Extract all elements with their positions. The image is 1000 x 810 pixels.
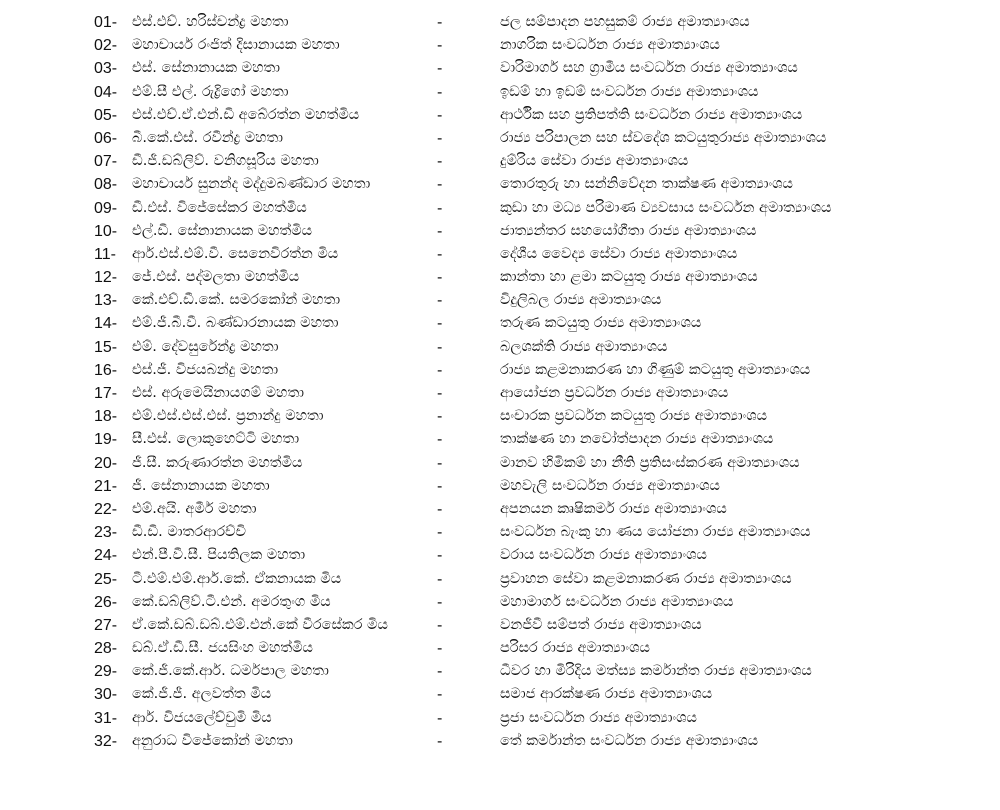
row-number: 20- (94, 454, 118, 472)
officer-name: ඩී.එස්. විජේසේකර මහත්මිය (132, 199, 307, 216)
list-item (0, 591, 1000, 614)
row-number: 15- (94, 338, 118, 356)
separator-dash: - (437, 176, 443, 194)
row-number: 10- (94, 222, 118, 240)
officer-name: එස්.එච්. හරිස්චන්ද්‍ර මහතා (132, 14, 289, 30)
row-number: 11- (94, 245, 116, 263)
list-item (0, 544, 1000, 567)
row-number: 22- (94, 500, 118, 518)
officer-name: මහාචාර්ය රංජිත් දිසානායක මහතා (132, 37, 340, 54)
separator-dash: - (437, 686, 443, 704)
ministry-name: තාක්ෂණ හා නවෝත්පාදන රාජ්‍ය අමාත්‍යාංශය (500, 431, 774, 448)
row-number: 25- (94, 570, 118, 588)
list-item (0, 452, 1000, 475)
separator-dash: - (437, 454, 443, 472)
list-item (0, 104, 1000, 127)
ministry-name: රාජ්‍ය කළමනාකරණ හා ගිණුම් කටයුතු අමාත්‍යාංශය (500, 361, 811, 378)
row-number: 24- (94, 547, 118, 565)
separator-dash: - (437, 129, 443, 147)
officer-name: එම්.සී එල්. රුද්‍රිගෝ මහතා (132, 83, 289, 100)
ministry-name: රාජ්‍ය පරිපාලන සහ ස්වදේශ කටයුතුරාජ්‍ය අමාත්‍යාංශය (500, 129, 827, 146)
row-number: 18- (94, 408, 118, 426)
ministry-name: ආයෝජන ප්‍රවර්ධන රාජ්‍ය අමාත්‍යාංශය (500, 385, 729, 401)
separator-dash: - (437, 524, 443, 542)
officer-name: කේ.ඩබ්ලිව්.ටී.එන්. අමරතුංග මිය (132, 593, 331, 610)
separator-dash: - (437, 663, 443, 681)
ministry-name: තරුණ කටයුතු රාජ්‍ය අමාත්‍යාංශය (500, 315, 702, 332)
separator-dash: - (437, 570, 443, 588)
officer-name: ඒ.කේ.ඩබ්.ඩබ්.එම්.එන්.කේ වීරසේකර මිය (132, 616, 388, 633)
separator-dash: - (437, 245, 443, 263)
officer-name: එල්.ඩී. සේනානායක මහත්මිය (132, 222, 313, 239)
list-item (0, 336, 1000, 359)
officer-name: ඩී.ජී.ඩබ්ලිව්. වනිගසූරිය මහතා (132, 153, 319, 170)
ministry-name: වරාය සංවර්ධන රාජ්‍ය අමාත්‍යාංශය (500, 547, 707, 564)
officer-name: ඩී.ඩී. මාතරආරච්චි (132, 524, 247, 541)
ministry-name: ජාත්‍යන්තර සහයෝගීතා රාජ්‍ය අමාත්‍යාංශය (500, 222, 757, 239)
separator-dash: - (437, 60, 443, 78)
ministry-name: ධීවර හා මිරිදිය මත්ස්‍ය කර්මාන්ත රාජ්‍ය අමාත්‍යාංශය (500, 663, 812, 680)
list-item (0, 707, 1000, 730)
ministry-name: දුම්රිය සේවා රාජ්‍ය අමාත්‍යාංශය (500, 153, 689, 170)
row-number: 28- (94, 640, 118, 658)
list-item (0, 312, 1000, 335)
separator-dash: - (437, 338, 443, 356)
row-number: 05- (94, 106, 118, 124)
ministry-name: ආර්ථික සහ ප්‍රතිපත්ති සංවර්ධන රාජ්‍ය අමාත්‍යාංශය (500, 106, 803, 123)
ministry-name: කුඩා හා මධ්‍ය පරිමාණ ව්‍යවසාය සංවර්ධන අමාත්‍යාංශය (500, 199, 832, 216)
row-number: 32- (94, 732, 118, 750)
officer-name: එම්. දේවසුරේන්ද්‍ර මහතා (132, 338, 279, 355)
separator-dash: - (437, 477, 443, 495)
list-item (0, 173, 1000, 196)
list-item (0, 127, 1000, 150)
separator-dash: - (437, 431, 443, 449)
row-number: 13- (94, 292, 118, 310)
row-number: 14- (94, 315, 118, 333)
officer-name: එම්.අයි. අමීර් මහතා (132, 500, 257, 517)
officer-name: එස්. අරුමෙයිනායගම් මහතා (132, 385, 304, 401)
row-number: 16- (94, 361, 118, 379)
separator-dash: - (437, 500, 443, 518)
row-number: 30- (94, 686, 118, 704)
ministry-name: සංචාරක ප්‍රවර්ධන කටයුතු රාජ්‍ය අමාත්‍යාංශය (500, 408, 768, 425)
officer-name: කේ.එච්.ඩී.කේ. සමරකෝන් මහතා (132, 292, 341, 309)
ministry-name: අපනයන කෘෂිකර්ම රාජ්‍ය අමාත්‍යාංශය (500, 500, 727, 517)
separator-dash: - (437, 269, 443, 287)
list-item (0, 266, 1000, 289)
separator-dash: - (437, 361, 443, 379)
officer-name: ටී.එම්.එම්.ආර්.කේ. ඒකනායක මිය (132, 570, 342, 587)
officer-name: එස්.එච්.ඒ.එන්.ඩී අබේරත්න මහත්මිය (132, 106, 360, 123)
row-number: 03- (94, 60, 118, 78)
ministry-name: ජල සම්පාදන පහසුකම් රාජ්‍ය අමාත්‍යාංශය (500, 14, 750, 30)
ministry-name: වනජීවී සම්පත් රාජ්‍ය අමාත්‍යාංශය (500, 616, 702, 633)
list-item (0, 150, 1000, 173)
officer-name: කේ.ජී.ජී. අලවත්ත මිය (132, 686, 272, 703)
list-item (0, 475, 1000, 498)
ministry-name: පරිසර රාජ්‍ය අමාත්‍යාංශය (500, 640, 650, 657)
row-number: 02- (94, 37, 118, 55)
row-number: 29- (94, 663, 118, 681)
separator-dash: - (437, 709, 443, 727)
list-item (0, 637, 1000, 660)
ministry-name: ඉඩම් හා ඉඩම් සංවර්ධන රාජ්‍ය අමාත්‍යාංශය (500, 83, 759, 100)
separator-dash: - (437, 315, 443, 333)
officer-name: එම්.ජී.බී.වී. බණ්ඩාරනායක මහතා (132, 315, 339, 332)
row-number: 08- (94, 176, 118, 194)
officer-name: ජේ.එස්. පද්මලතා මහත්මිය (132, 269, 300, 286)
officer-name: එම්.එස්.එස්.එස්. ප්‍රනාන්දු මහතා (132, 408, 324, 425)
separator-dash: - (437, 547, 443, 565)
list-item (0, 498, 1000, 521)
list-item (0, 243, 1000, 266)
list-item (0, 11, 1000, 34)
row-number: 21- (94, 477, 118, 495)
separator-dash: - (437, 37, 443, 55)
ministry-name: නාගරික සංවර්ධන රාජ්‍ය අමාත්‍යාංශය (500, 37, 720, 54)
ministry-name: මහාමාර්ග සංවර්ධන රාජ්‍ය අමාත්‍යාංශය (500, 593, 734, 610)
list-item (0, 34, 1000, 57)
separator-dash: - (437, 616, 443, 634)
officer-name: එස්.ජී. විජයබන්දු මහතා (132, 361, 279, 378)
list-item (0, 57, 1000, 80)
row-number: 07- (94, 153, 118, 171)
officer-name: අනුරාධ විජේකෝන් මහතා (132, 732, 293, 749)
list-item (0, 197, 1000, 220)
separator-dash: - (437, 14, 443, 31)
row-number: 31- (94, 709, 118, 727)
list-item (0, 220, 1000, 243)
ministry-name: බලශක්ති රාජ්‍ය අමාත්‍යාංශය (500, 338, 668, 355)
list-item (0, 730, 1000, 753)
officer-name: සී.එස්. ලොකුහෙට්ටි මහතා (132, 431, 300, 448)
row-number: 23- (94, 524, 118, 542)
officer-name: ජී.සී. කරුණාරත්න මහත්මිය (132, 454, 303, 471)
row-number: 01- (94, 14, 118, 31)
officer-name: ඩබ්.ඒ.ඩී.සී. ජයසිංහ මහත්මිය (132, 640, 313, 657)
officer-name: ජී. සේනානායක මහතා (132, 477, 270, 494)
ministry-name: කාන්තා හා ළමා කටයුතු රාජ්‍ය අමාත්‍යාංශය (500, 269, 758, 286)
row-number: 09- (94, 199, 118, 217)
ministry-name: ප්‍රවාහන සේවා කළමනාකරණ රාජ්‍ය අමාත්‍යාංශය (500, 570, 792, 587)
list-item (0, 81, 1000, 104)
list-item (0, 521, 1000, 544)
separator-dash: - (437, 83, 443, 101)
ministry-name: තේ කර්මාන්ත සංවර්ධන රාජ්‍ය අමාත්‍යාංශය (500, 732, 759, 749)
row-number: 27- (94, 616, 118, 634)
separator-dash: - (437, 222, 443, 240)
list-item (0, 614, 1000, 637)
ministry-name: තොරතුරු හා සන්නිවේදන තාක්ෂණ අමාත්‍යාංශය (500, 176, 793, 193)
row-number: 19- (94, 431, 118, 449)
officer-name: බී.කේ.එස්. රවීන්ද්‍ර මහතා (132, 129, 284, 146)
ministry-name: මානව හිමිකම් හා නීති ප්‍රතිසංස්කරණ අමාත්‍යාංශය (500, 454, 800, 471)
list-item (0, 660, 1000, 683)
ministry-name: ප්‍රජා සංවර්ධන රාජ්‍ය අමාත්‍යාංශය (500, 709, 697, 726)
row-number: 04- (94, 83, 118, 101)
list-item (0, 359, 1000, 382)
ministry-name: දේශීය වෛද්‍ය සේවා රාජ්‍ය අමාත්‍යාංශය (500, 245, 738, 262)
ministry-name: මහවැලි සංවර්ධන රාජ්‍ය අමාත්‍යාංශය (500, 477, 720, 494)
officer-name: එන්.පී.වී.සී. පියතිලක මහතා (132, 547, 306, 564)
separator-dash: - (437, 292, 443, 310)
list-item (0, 382, 1000, 405)
list-item (0, 405, 1000, 428)
officer-name: එස්. සේනානායක මහතා (132, 60, 281, 77)
separator-dash: - (437, 199, 443, 217)
separator-dash: - (437, 408, 443, 426)
ministry-name: වාරිමාර්ග සහ ග්‍රාමීය සංවර්ධන රාජ්‍ය අමාත්‍යාංශය (500, 60, 798, 77)
list-item (0, 428, 1000, 451)
separator-dash: - (437, 153, 443, 171)
separator-dash: - (437, 385, 443, 402)
list-item (0, 568, 1000, 591)
row-number: 17- (94, 385, 118, 402)
row-number: 26- (94, 593, 118, 611)
officer-name: මහාචාර්ය සුනන්ද මද්දුමබණ්ඩාර මහතා (132, 176, 371, 193)
ministry-name: සංවර්ධන බැංකු හා ණය යෝජනා රාජ්‍ය අමාත්‍යාංශය (500, 524, 811, 541)
row-number: 06- (94, 129, 118, 147)
list-item (0, 289, 1000, 312)
ministry-name: විදුලිබල රාජ්‍ය අමාත්‍යාංශය (500, 292, 662, 309)
officer-name: ආර්.එස්.එම්.වී. සෙනෙවිරත්න මිය (132, 245, 339, 262)
ministry-name: සමාජ ආරක්ෂණ රාජ්‍ය අමාත්‍යාංශය (500, 686, 713, 703)
separator-dash: - (437, 640, 443, 658)
separator-dash: - (437, 732, 443, 750)
row-number: 12- (94, 269, 118, 287)
separator-dash: - (437, 593, 443, 611)
separator-dash: - (437, 106, 443, 124)
list-item (0, 683, 1000, 706)
officer-name: කේ.ජී.කේ.ආර්. ධර්මපාල මහතා (132, 663, 329, 680)
officer-name: ආර්. විජයලේච්චුමි මිය (132, 709, 272, 726)
